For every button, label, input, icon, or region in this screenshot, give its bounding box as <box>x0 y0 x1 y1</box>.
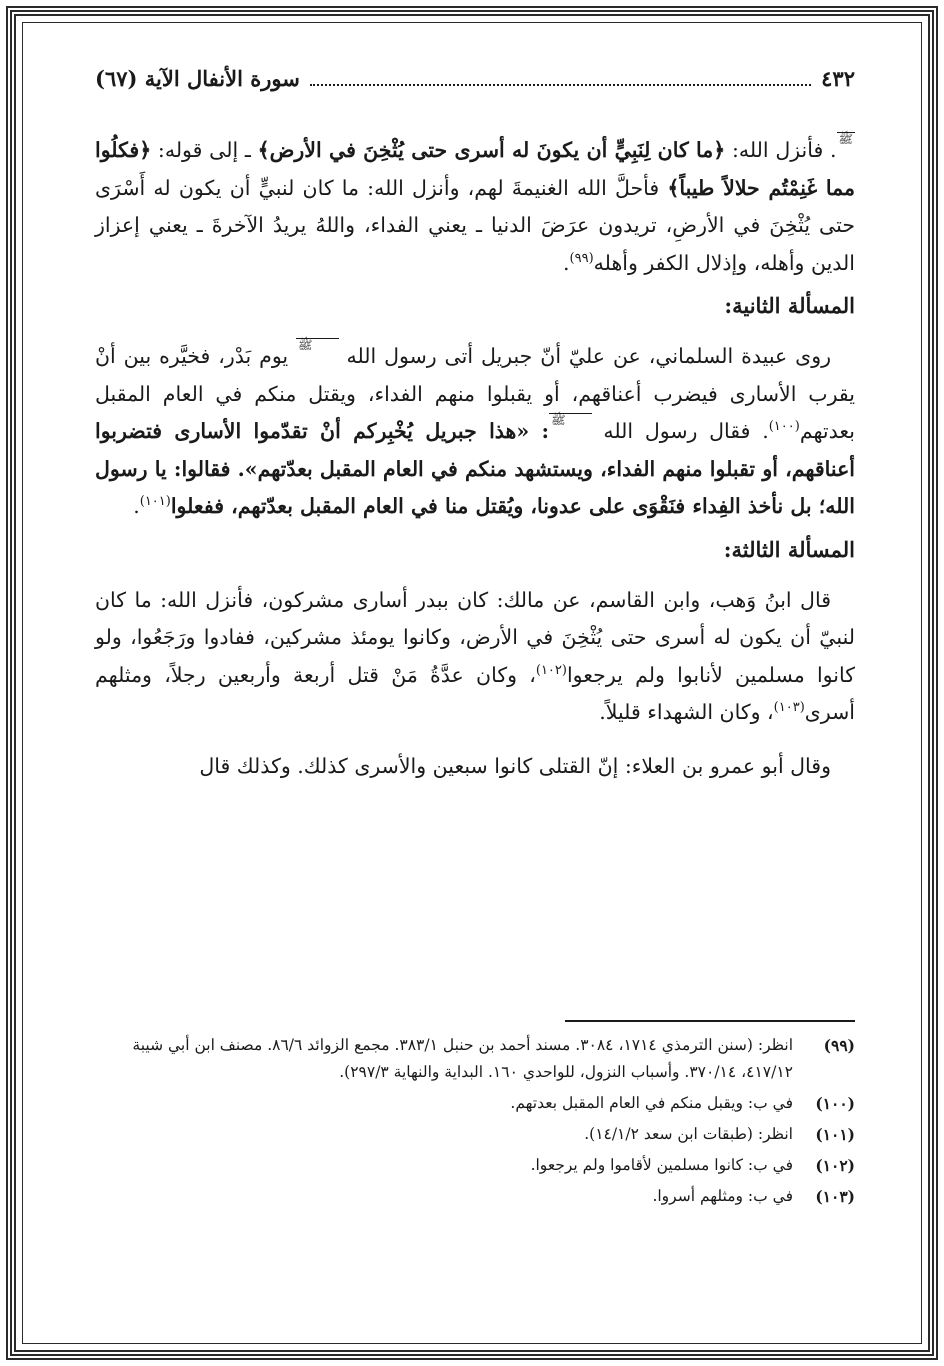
section-heading-second: المسألة الثانية: <box>724 293 855 318</box>
footnotes <box>95 1032 855 1214</box>
footnote-text: في ب: كانوا مسلمين لأقاموا ولم يرجعوا. <box>530 1156 793 1174</box>
s2-end: . <box>133 494 140 518</box>
footnote-ref-103: (١٠٣) <box>773 700 805 716</box>
footnote-item <box>95 1152 855 1179</box>
intro-end: . <box>563 250 570 275</box>
footnote-item <box>95 1032 855 1086</box>
footnote-text: في ب: ومثلهم أسروا. <box>652 1187 793 1205</box>
quran-quote-2: ﴿فكلُوا مما غَنِمْتُم حلالاً طيباً﴾ <box>95 138 855 200</box>
footnote-text: انظر: (سنن الترمذي ١٧١٤، ٣٠٨٤. مسند أحمد بن حنبل ٣٨٣/١. مجمع الزوائد ٨٦/٦. مصنف ابن أبي شيبة ٤١٧/١٢، ٣٧٠/١٤. وأسباب النزول، للواحدي ١٦٠. البداية والنهاية ٢٩٧/٣). <box>132 1036 793 1081</box>
intro-text-1: . فأنزل الله: <box>725 138 837 162</box>
intro-paragraph <box>95 132 855 282</box>
section-heading-third: المسألة الثالثة: <box>723 536 855 562</box>
footnote-item <box>95 1090 855 1117</box>
honorific-symbol: ﷺ <box>838 132 853 146</box>
running-header <box>95 64 855 96</box>
footnote-number: (١٠٠) <box>815 1094 855 1113</box>
running-title: سورة الأنفال الآية (٦٧) <box>95 66 300 91</box>
s3-text-1: قال ابنُ وَهب، وابن القاسم، عن مالك: كان ببدر أسارى مشركون، فأنزل الله: ما كان لنبيّ أن يكون له أسرى حتى يُثْخِنَ في الأرض، وكانوا يومئذ مشركين، ففادوا ورَجَعُوا، ولو كانوا مسلمين لأنابوا ولم يرجعوا <box>95 587 855 687</box>
book-page <box>95 64 855 1304</box>
s3-text-3: ، وكان الشهداء قليلاً. <box>599 700 774 724</box>
s2-text-2: يوم بَدْر، فخيَّره بين أنْ يقرب الأسارى فيضرب أعناقهم، أو يقبلوا منهم الفداء، ويقتل منكم في العام المقبل بعدتهم <box>95 344 855 443</box>
footnote-item <box>95 1183 855 1210</box>
footnote-number: (١٠٢) <box>815 1156 855 1175</box>
intro-text-2: ـ إلى قوله: <box>151 138 258 162</box>
honorific-symbol: ﷺ <box>296 338 339 351</box>
footnote-number: (١٠٣) <box>815 1187 855 1206</box>
header-leader-dots <box>310 66 811 86</box>
footnote-item <box>95 1121 855 1148</box>
page-number: ٤٣٢ <box>821 66 855 91</box>
footnote-number: (١٠١) <box>815 1125 855 1144</box>
s3-text-2: ، وكان عدَّةُ مَنْ قتل أربعة وأربعين رجلاً، ومثلهم أسرى <box>95 662 855 724</box>
s2-text-1: روى عبيدة السلماني، عن عليّ أنّ جبريل أتى رسول الله <box>338 344 831 368</box>
honorific-symbol: ﷺ <box>549 413 592 426</box>
s2-text-3: . فقال رسول الله <box>591 419 769 443</box>
footnote-number: (٩٩) <box>823 1036 855 1055</box>
main-text <box>95 132 855 785</box>
footnote-ref-100: (١٠٠) <box>768 419 800 435</box>
section3-paragraph-2: وقال أبو عمرو بن العلاء: إنّ القتلى كانوا سبعين والأسرى كذلك. وكذلك قال <box>199 753 831 778</box>
footnote-ref-101: (١٠١) <box>139 494 171 510</box>
s2-text-4: : «هذا جبريل يُخْبِركم أنْ تقدّموا الأسارى فتضربوا أعناقهم، أو تقبلوا منهم الفداء، ويستشهد منكم في العام المقبل بعدّتهم». فقالوا: يا رسول الله؛ بل نأخذ الفِداء فنَقْوَى على عدونا، ويُقتل منا في العام المقبل بعدّتهم، ففعلوا <box>95 419 855 518</box>
footnote-text: في ب: ويقبل منكم في العام المقبل بعدتهم. <box>510 1094 793 1112</box>
footnote-text: انظر: (طبقات ابن سعد ١٤/١/٢). <box>584 1125 793 1143</box>
section2-paragraph <box>95 338 855 526</box>
footnote-ref-102: (١٠٢) <box>535 662 567 678</box>
section3-paragraph-1 <box>95 582 855 732</box>
footnote-separator <box>565 1020 855 1022</box>
footnote-ref-99: (٩٩) <box>569 250 594 266</box>
intro-text-3: فأحلَّ الله الغنيمةَ لهم، وأنزل الله: ما كان لنبيٍّ أن يكون له أَسْرَى حتى يُثْخِنَ في الأرضِ، تريدون عرَضَ الدنيا ـ يعني الفداء، واللهُ يريدُ الآخرةَ ـ يعني إعزاز الدين وأهله، وإذلال الكفر وأهله <box>95 175 855 275</box>
quran-quote-1: ﴿ما كان لِنَبِيٍّ أن يكونَ له أسرى حتى يُثْخِنَ في الأرض﴾ <box>257 138 726 162</box>
